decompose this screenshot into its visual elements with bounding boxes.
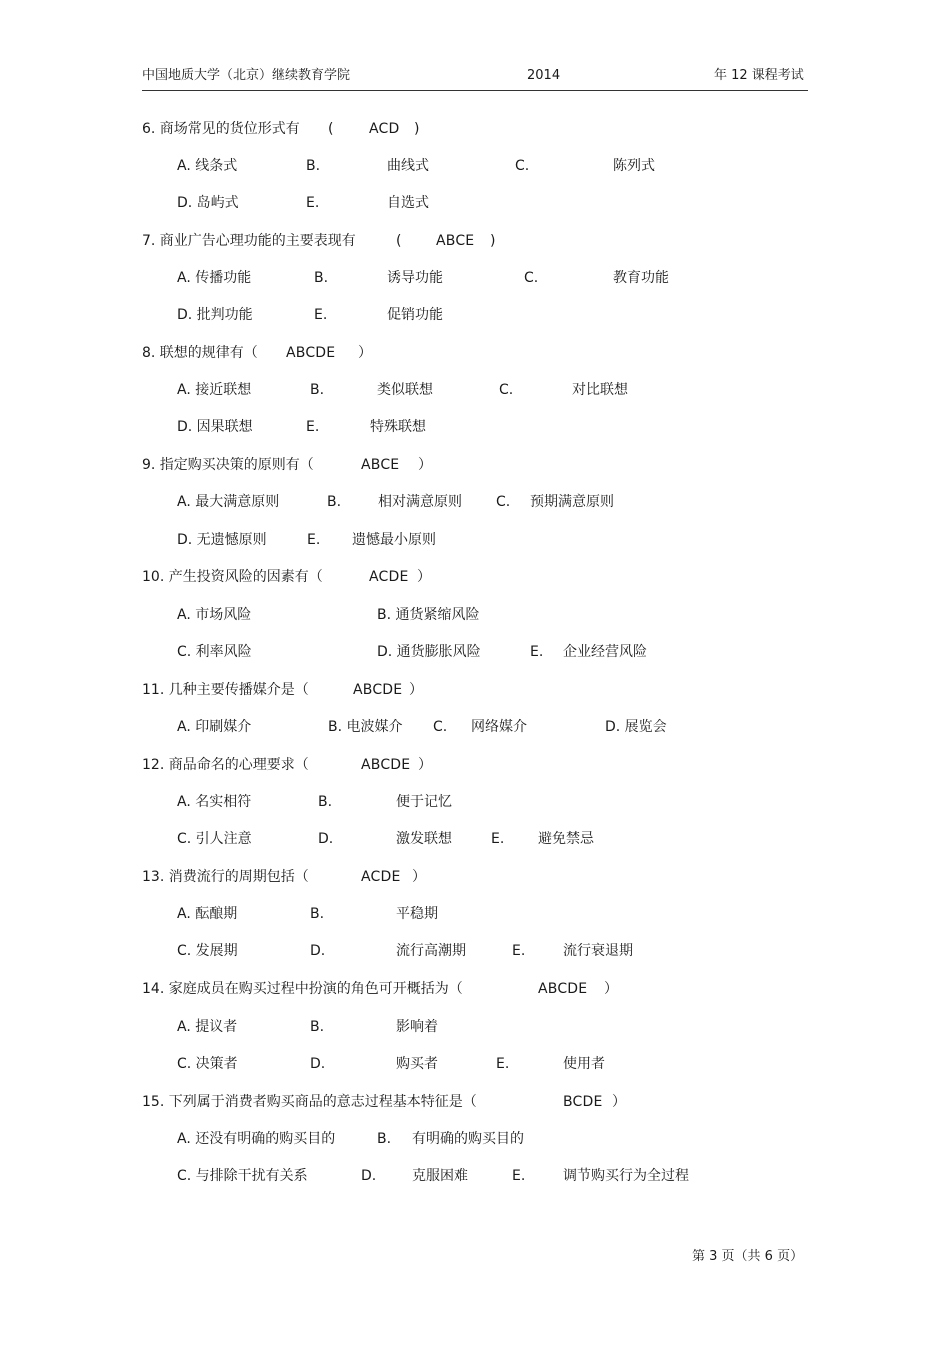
option-label: E. (530, 644, 544, 660)
option-label: 购买者 (396, 1056, 438, 1072)
option-label: B. (306, 158, 321, 174)
option-label: B. (318, 794, 333, 810)
option-label: C. 与排除干扰有关系 (177, 1168, 308, 1184)
option-label: 预期满意原则 (530, 494, 614, 510)
question-stem (142, 681, 808, 699)
option-label: E. (306, 195, 320, 211)
option-label: 自选式 (387, 195, 429, 211)
option-label: C. 决策者 (177, 1056, 238, 1072)
option-label: 类似联想 (377, 382, 433, 398)
paren-open: ( (328, 121, 334, 137)
option-label: 有明确的购买目的 (412, 1131, 524, 1147)
option-label: A. 市场风险 (177, 607, 252, 623)
option-label: 调节购买行为全过程 (563, 1168, 689, 1184)
question-text: 15. 下列属于消费者购买商品的意志过程基本特征是（ (142, 1094, 477, 1110)
option-label: B. (310, 382, 325, 398)
option-label: E. (491, 831, 505, 847)
option-label: 便于记忆 (396, 794, 452, 810)
question-text: 11. 几种主要传播媒介是（ (142, 682, 309, 698)
option-label: A. 最大满意原则 (177, 494, 280, 510)
paren-close: ） (418, 757, 432, 773)
option-label: 克服困难 (412, 1168, 468, 1184)
answer-key: ACDE (369, 569, 409, 585)
paren-close: ） (418, 457, 432, 473)
option-label: E. (307, 532, 321, 548)
question-stem (142, 344, 808, 362)
option-label: B. (327, 494, 342, 510)
option-label: C. (499, 382, 514, 398)
question-text: 9. 指定购买决策的原则有（ (142, 457, 314, 473)
option-label: A. 印刷媒介 (177, 719, 252, 735)
option-label: A. 酝酿期 (177, 906, 238, 922)
header-institution: 中国地质大学（北京）继续教育学院 (142, 68, 351, 83)
option-label: 陈列式 (613, 158, 655, 174)
option-label: D. 通货膨胀风险 (377, 644, 481, 660)
question-stem (142, 868, 808, 886)
option-label: 相对满意原则 (378, 494, 462, 510)
question-stem (142, 232, 808, 250)
question-stem (142, 980, 808, 998)
option-label: 教育功能 (613, 270, 669, 286)
paren-close: ） (358, 345, 372, 361)
question-text: 13. 消费流行的周期包括（ (142, 869, 309, 885)
option-label: B. 通货紧缩风险 (377, 607, 480, 623)
question-text: 14. 家庭成员在购买过程中扮演的角色可开概括为（ (142, 981, 463, 997)
answer-key: ABCE (361, 457, 400, 473)
option-label: B. 电波媒介 (328, 719, 403, 735)
option-label: C. (496, 494, 511, 510)
option-label: 对比联想 (572, 382, 628, 398)
option-label: B. (310, 1019, 325, 1035)
option-label: 诱导功能 (387, 270, 443, 286)
question-text: 10. 产生投资风险的因素有（ (142, 569, 323, 585)
option-label: 促销功能 (387, 307, 443, 323)
option-label: B. (310, 906, 325, 922)
answer-key: BCDE (563, 1094, 603, 1110)
option-label: D. 展览会 (605, 719, 667, 735)
answer-key: ABCDE (286, 345, 336, 361)
option-label: 网络媒介 (471, 719, 527, 735)
option-label: C. (515, 158, 530, 174)
option-label: 流行高潮期 (396, 943, 466, 959)
option-label: 激发联想 (396, 831, 452, 847)
option-label: C. 利率风险 (177, 644, 252, 660)
option-label: A. 名实相符 (177, 794, 252, 810)
option-label: A. 接近联想 (177, 382, 252, 398)
option-label: E. (512, 943, 526, 959)
question-text: 12. 商品命名的心理要求（ (142, 757, 309, 773)
option-label: A. 提议者 (177, 1019, 238, 1035)
paren-close: ） (612, 1094, 626, 1110)
option-label: 平稳期 (396, 906, 438, 922)
option-label: E. (314, 307, 328, 323)
option-label: 企业经营风险 (563, 644, 647, 660)
question-text: 7. 商业广告心理功能的主要表现有 (142, 233, 356, 249)
question-stem (142, 120, 808, 138)
option-label: 流行衰退期 (563, 943, 633, 959)
paren-close: ) (414, 121, 420, 137)
option-label: E. (306, 419, 320, 435)
answer-key: ABCDE (538, 981, 588, 997)
paren-close: ) (490, 233, 496, 249)
option-label: D. (361, 1168, 377, 1184)
paren-close: ） (412, 869, 426, 885)
option-label: D. (318, 831, 334, 847)
option-label: 影响着 (396, 1019, 438, 1035)
option-label: 避免禁忌 (538, 831, 594, 847)
header-rule (142, 90, 808, 91)
header-course-exam: 年 12 课程考试 (714, 68, 804, 83)
option-label: B. (314, 270, 329, 286)
option-label: 遗憾最小原则 (352, 532, 436, 548)
option-label: 特殊联想 (370, 419, 426, 435)
answer-key: ACDE (361, 869, 401, 885)
header-year: 2014 (527, 68, 561, 83)
paren-close: ） (417, 569, 431, 585)
option-label: D. 批判功能 (177, 307, 253, 323)
option-label: C. 引人注意 (177, 831, 252, 847)
answer-key: ABCE (436, 233, 475, 249)
question-stem (142, 756, 808, 774)
option-label: C. (524, 270, 539, 286)
option-label: E. (496, 1056, 510, 1072)
question-stem (142, 1093, 808, 1111)
paren-close: ） (604, 981, 618, 997)
paren-open: ( (396, 233, 402, 249)
option-label: D. (310, 1056, 326, 1072)
answer-key: ABCDE (353, 682, 403, 698)
answer-key: ACD (369, 121, 400, 137)
option-label: D. 无遗憾原则 (177, 532, 267, 548)
option-label: C. (433, 719, 448, 735)
answer-key: ABCDE (361, 757, 411, 773)
option-label: D. 岛屿式 (177, 195, 239, 211)
question-stem (142, 568, 808, 586)
question-text: 6. 商场常见的货位形式有 (142, 121, 300, 137)
option-label: 曲线式 (387, 158, 429, 174)
option-label: C. 发展期 (177, 943, 238, 959)
option-label: A. 传播功能 (177, 270, 252, 286)
option-label: A. 还没有明确的购买目的 (177, 1131, 336, 1147)
option-label: A. 线条式 (177, 158, 238, 174)
question-text: 8. 联想的规律有（ (142, 345, 258, 361)
option-label: D. (310, 943, 326, 959)
paren-close: ） (409, 682, 423, 698)
question-stem (142, 456, 808, 474)
option-label: D. 因果联想 (177, 419, 253, 435)
option-label: 使用者 (563, 1056, 605, 1072)
option-label: B. (377, 1131, 392, 1147)
page-footer: 第 3 页（共 6 页） (692, 1249, 804, 1264)
option-label: E. (512, 1168, 526, 1184)
